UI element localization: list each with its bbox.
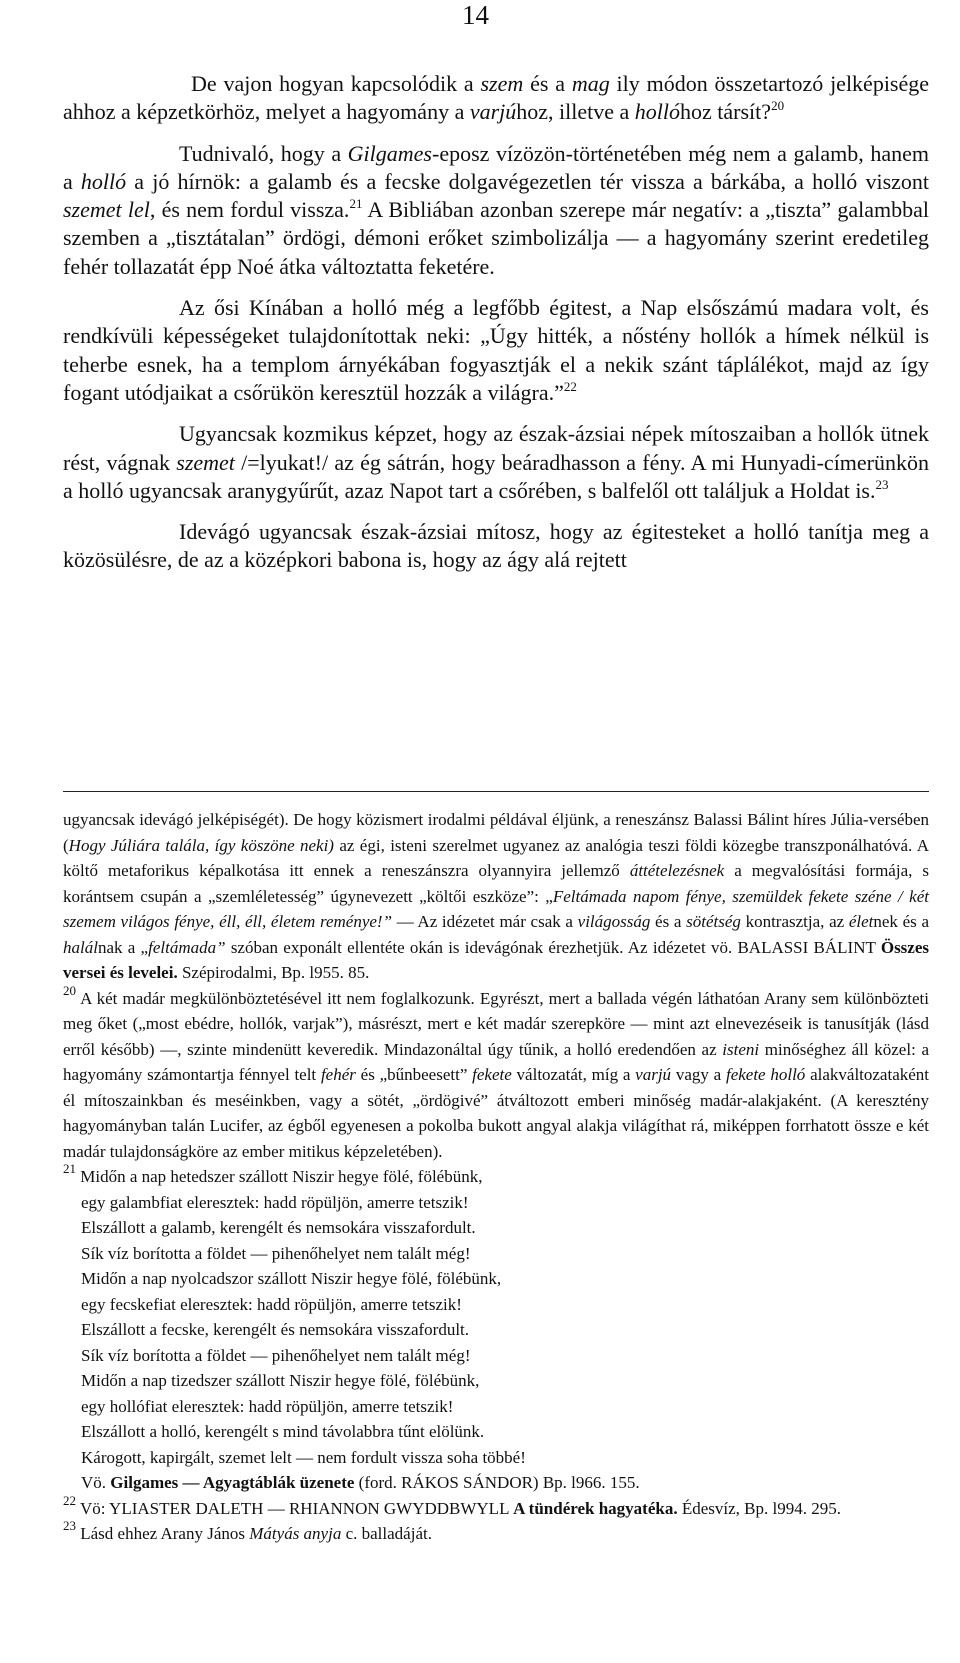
italic-quote: Feltámada napom fénye, szemüldek fekete széne / két szemem világos fénye, éll, éll, életem reménye!” [63, 886, 929, 931]
text: Vö: YLIASTER DALETH — RHIANNON GWYDDBWYLL [76, 1498, 514, 1518]
main-text [63, 70, 929, 588]
italic-term: fehér [320, 1065, 356, 1084]
italic-term: holló [634, 99, 681, 125]
footnotes [63, 807, 929, 1547]
italic-title: Hogy Júliára talála, így köszöne neki) [68, 835, 334, 855]
italic-term: szem [480, 71, 524, 96]
poem-reference [63, 1470, 929, 1496]
text: A Bibliában azonban szerepe már negatív: a „tiszta” galambbal szemben a „tisztátalan” ördögi, démoni erőket szimbolizálja — a hagyomány szerint eredetileg fehér tollazatát épp Noé átka változtatta feketére. [63, 197, 929, 279]
footnote-ref-20[interactable]: 20 [771, 98, 785, 114]
poem-line: Midőn a nap nyolcadszor szállott Niszir hegye fölé, fölébünk, [81, 1269, 502, 1288]
italic-term: fekete holló [725, 1065, 806, 1084]
text: és a [650, 912, 687, 931]
poem-line [63, 1160, 929, 1190]
footnote-ref-21[interactable]: 21 [349, 196, 363, 212]
italic-term: fekete [472, 1065, 512, 1084]
text: hoz, illetve a [516, 99, 635, 125]
bold-title: A tündérek hagyatéka. [513, 1498, 678, 1518]
italic-term: áttételezésnek [629, 861, 725, 880]
text: /=lyukat!/ az ég sátrán, hogy beáradhasson a fény. A mi Hunyadi-címerünkön a holló ugyancsak aranygyűrűt, azaz Napot tart a csőrében, s balfelől ott találjuk a Holdat is. [63, 449, 930, 503]
footnote-22 [63, 1492, 929, 1522]
footnote-separator [63, 791, 929, 792]
poem-line: Károgott, kapirgált, szemet lelt — nem fordult vissza soha többé! [81, 1447, 526, 1467]
text: alakváltozataként él mítoszainkban és meséinkben, vagy a sötét, „ördögivé” átváltozott emberi minőség madár-alakjaként. (A keresztény hagyományban talán Lucifer, az égből egyenesen a pokolba bukott angyal alakja világíthat rá, miképpen forrhatott össze e két madár tulajdonságköre az ember mitikus képzeletében). [63, 1065, 930, 1161]
italic-term: szemet [176, 449, 235, 475]
footnote-21 [63, 1160, 929, 1496]
italic-term: varjú [469, 99, 517, 125]
footnote-number: 21 [63, 1160, 76, 1176]
text: az égi, isteni szerelmet ugyanez az analógia teszi földi közegbe transzponálhatóvá. A költő metaforikus képalkotása itt ennek a reneszánszra olyannyira jellemző [63, 835, 929, 880]
bold-title: Összes versei és levelei. [63, 937, 930, 982]
italic-term: Gilgames [347, 140, 432, 166]
paragraph-2 [63, 140, 929, 281]
text: Vö. [81, 1473, 111, 1492]
text: és „bűnbeesett” [355, 1065, 473, 1084]
text: Midőn a nap hetedszer szállott Niszir hegye fölé, fölébünk, [80, 1167, 483, 1186]
text: Tudnivaló, hogy a [179, 140, 348, 166]
italic-term: szemet lel [63, 197, 150, 223]
italic-title: Mátyás anyja [249, 1524, 342, 1543]
text: hoz társít? [680, 99, 772, 125]
footnote-ref-23[interactable]: 23 [875, 476, 889, 492]
text: ily módon összetartozó jelképisége ahhoz a képzetkörhöz, melyet a hagyomány a [63, 71, 930, 125]
bold-title: Gilgames — Agyagtáblák üzenete [110, 1473, 355, 1492]
italic-term: élet [848, 912, 874, 931]
paragraph-4 [63, 420, 929, 505]
footnote-number: 22 [63, 1492, 76, 1508]
text: minőséghez áll közel: a hagyomány számontartja fénnyel telt [63, 1039, 929, 1084]
footnote-ref-22[interactable]: 22 [563, 378, 577, 394]
text: Idevágó ugyancsak észak-ázsiai mítosz, hogy az égitesteket a holló tanítja meg a közösülésre, de az a középkori babona is, hogy az ágy alá rejtett [63, 519, 929, 573]
text: ugyancsak idevágó jelképiségét). De hogy közismert irodalmi példával éljünk, a reneszánsz Balassi Bálint híres Júlia-versében ( [63, 810, 929, 855]
text: -eposz vízözön-történetében még nem a galamb, hanem a [63, 140, 929, 194]
poem-line: Elszállott a galamb, kerengélt és nemsokára visszafordult. [81, 1218, 476, 1237]
footnote-number: 23 [63, 1517, 76, 1533]
text: , és nem fordul vissza. [149, 197, 350, 223]
footnote-20 [63, 982, 930, 1165]
text: vagy a [671, 1065, 726, 1084]
text: Szépirodalmi, Bp. l955. 85. [177, 963, 370, 982]
text: nek és a [873, 912, 929, 931]
text: Édesvíz, Bp. l994. 295. [677, 1498, 841, 1518]
poem-line: Sík víz borította a földet — pihenőhelyet nem talált még! [81, 1345, 471, 1365]
text: Lásd ehhez Arany János [76, 1524, 250, 1543]
text: (ford. RÁKOS SÁNDOR) Bp. l966. 155. [354, 1473, 640, 1492]
italic-term: halál [63, 937, 98, 957]
italic-term: holló [80, 168, 127, 194]
text: kontrasztja, az [740, 912, 849, 931]
italic-term: sötétség [686, 912, 741, 931]
paragraph-1 [63, 70, 929, 127]
italic-term: mag [571, 71, 610, 96]
poem-line: egy galambfiat eleresztek: hadd röpüljön, amerre tetszik! [81, 1192, 469, 1212]
text: c. balladáját. [341, 1524, 432, 1543]
poem-line: Elszállott a holló, kerengélt s mind távolabbra tűnt elölünk. [81, 1422, 485, 1441]
poem-line: Elszállott a fecske, kerengélt és nemsokára visszafordult. [81, 1320, 470, 1339]
italic-term: feltámada” [148, 937, 226, 957]
text: és a [523, 71, 572, 96]
text: Az ősi Kínában a holló még a legfőbb égitest, a Nap elsőszámú madara volt, és rendkívüli képességeket tulajdonítottak neki: „Úgy hitték, a nőstény hollók a hímek nélkül is teherbe esnek, ha a templom árnyékában fogyasztják el a nekik szánt táplálékot, majd az így fogant utódjaikat a csőrükön keresztül hozzák a világra.” [63, 295, 929, 405]
text: szóban exponált ellentéte okán is idevágónak érezhetjük. Az idézetet vö. BALASSI BÁLINT [225, 937, 881, 957]
text: a jó hírnök: a galamb és a fecske dolgavégezetlen tér vissza a bárkába, a holló viszont [126, 168, 930, 194]
footnote-23 [63, 1517, 929, 1547]
italic-term: isteni [722, 1039, 760, 1059]
text: A két madár megkülönböztetésével itt nem foglalkozunk. Egyrészt, mert a ballada végén láthatóan Arany sem különbözteti meg őket („most ebédre, hollók, varjak”), másrészt, mert e két madár szerepköre — mint azt elnevezéseik is tanusítják (lásd erről később) —, szinte mindenütt keveredik. Mindazonáltal úgy tűnik, a holló eredendően az [63, 988, 929, 1059]
italic-term: világosság [577, 912, 651, 931]
poem-line: egy fecskefiat eleresztek: hadd röpüljön, amerre tetszik! [81, 1294, 462, 1314]
italic-term: varjú [635, 1065, 672, 1084]
text: változatát, míg a [511, 1065, 636, 1084]
text: — Az idézetet már csak a [392, 912, 578, 931]
poem-line: Sík víz borította a földet — pihenőhelyet nem talált még! [81, 1243, 471, 1263]
poem-line: Midőn a nap tizedszer szállott Niszir hegye fölé, fölébünk, [81, 1371, 480, 1390]
text: Ugyancsak kozmikus képzet, hogy az észak-ázsiai népek mítoszaiban a hollók ütnek rést, vágnak [63, 421, 929, 475]
footnote-number: 20 [63, 982, 76, 998]
paragraph-3 [63, 294, 929, 407]
text: De vajon hogyan kapcsolódik a [191, 71, 481, 96]
poem-line: egy hollófiat eleresztek: hadd röpüljön, amerre tetszik! [81, 1396, 454, 1416]
page-number: 14 [462, 0, 489, 30]
paragraph-5 [63, 518, 929, 575]
footnote-continuation [63, 807, 929, 986]
text: a megvalósítási formája, s korántsem csupán a „szemléletesség” úgynevezett „költői eszköze”: „ [63, 861, 929, 906]
text: nak a „ [97, 937, 149, 957]
